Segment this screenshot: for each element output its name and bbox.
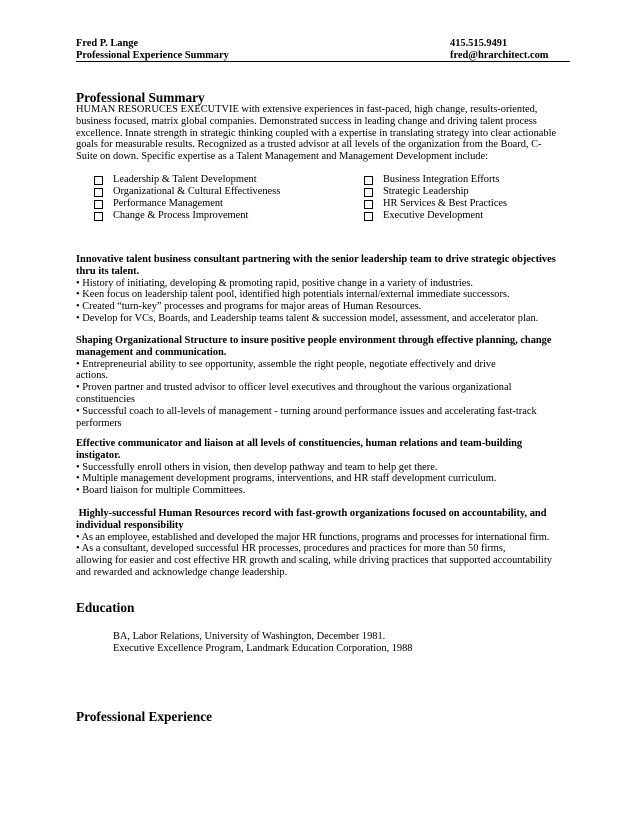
block-lead: instigator. bbox=[76, 449, 121, 461]
block-lead: thru its talent. bbox=[76, 265, 140, 277]
checkbox-icon bbox=[94, 212, 103, 221]
checklist-label: Performance Management bbox=[113, 198, 223, 209]
page-header bbox=[76, 38, 570, 62]
block-bullet: • History of initiating, developing & promoting rapid, positive change in a variety of industries. bbox=[76, 277, 473, 289]
header-subtitle: Professional Experience Summary bbox=[76, 50, 229, 61]
checklist-item bbox=[364, 210, 554, 222]
achievement-block-communication bbox=[76, 438, 572, 497]
block-bullet: • As a consultant, developed successful HR processes, procedures and practices for more than 50 firms, bbox=[76, 543, 506, 555]
checkbox-icon bbox=[94, 188, 103, 197]
header-name: Fred P. Lange bbox=[76, 38, 139, 49]
summary-line: HUMAN RESORUCES EXECUTVIE with extensive experiences in fast-paced, high change, results-oriented, bbox=[76, 104, 538, 115]
checklist-label: HR Services & Best Practices bbox=[383, 198, 508, 209]
block-bullet: • Board liaison for multiple Committees. bbox=[76, 485, 246, 497]
checklist-item bbox=[94, 186, 364, 198]
block-bullet: • Develop for VCs, Boards, and Leadership teams talent & succession model, assessment, and accelerator plan. bbox=[76, 312, 539, 324]
summary-line: excellence. Innate strength in strategic thinking coupled with a expertise in translating strategy into clear actionable bbox=[76, 127, 557, 139]
experience-heading: Professional Experience bbox=[76, 709, 213, 724]
block-lead: Shaping Organizational Structure to insure positive people environment through effective planning, change bbox=[76, 335, 552, 346]
checklist-item bbox=[94, 210, 364, 222]
block-bullet: • Created “turn-key” processes and programs for major areas of Human Resources. bbox=[76, 301, 422, 313]
checklist-label: Strategic Leadership bbox=[383, 186, 469, 197]
block-lead: Innovative talent business consultant partnering with the senior leadership team to drive strategic objectives bbox=[76, 254, 556, 265]
checkbox-icon bbox=[364, 188, 373, 197]
checklist-label: Executive Development bbox=[383, 210, 484, 221]
block-bullet: • Entrepreneurial ability to see opportunity, assemble the right people, negotiate effectively and drive bbox=[76, 358, 496, 370]
education-list bbox=[113, 631, 413, 655]
checklist-item bbox=[364, 198, 554, 210]
block-lead: individual responsibility bbox=[76, 519, 184, 531]
checklist-item bbox=[364, 174, 554, 186]
achievement-block-hr-record bbox=[76, 508, 572, 579]
checklist-item bbox=[364, 186, 554, 198]
checkbox-icon bbox=[364, 212, 373, 221]
checkbox-icon bbox=[94, 200, 103, 209]
block-bullet: • Keen focus on leadership talent pool, identified high potentials internal/external immediate successors. bbox=[76, 289, 510, 301]
block-bullet: and rewarded and acknowledge change leadership. bbox=[76, 566, 288, 578]
block-bullet: • Successful coach to all-levels of management - turning around performance issues and accelerating fast-track bbox=[76, 405, 537, 417]
block-bullet: • Proven partner and trusted advisor to officer level executives and throughout the various organizational bbox=[76, 382, 512, 394]
summary-paragraph bbox=[76, 104, 570, 163]
expertise-checklist bbox=[94, 174, 554, 222]
checklist-item bbox=[94, 198, 364, 210]
checkbox-icon bbox=[364, 200, 373, 209]
checkbox-icon bbox=[94, 176, 103, 185]
block-bullet: constituencies bbox=[76, 393, 135, 405]
block-lead: Highly-successful Human Resources record with fast-growth organizations focused on accountability, and bbox=[76, 508, 547, 519]
education-entry: Executive Excellence Program, Landmark Education Corporation, 1988 bbox=[113, 643, 413, 654]
summary-line: goals for measurable results. Recognized as a trusted advisor at all levels of the organization from the Board, C- bbox=[76, 139, 542, 151]
summary-line: business focused, matrix global companies. Demonstrated success in leading change and driving talent process bbox=[76, 115, 537, 127]
education-heading: Education bbox=[76, 600, 135, 615]
checklist-item bbox=[94, 174, 364, 186]
header-divider bbox=[76, 61, 570, 62]
block-bullet: • Multiple management development programs, interventions, and HR staff development curriculum. bbox=[76, 473, 497, 485]
block-lead: Effective communicator and liaison at all levels of constituencies, human relations and team-building bbox=[76, 438, 523, 449]
block-bullet: performers bbox=[76, 417, 122, 429]
block-bullet: • As an employee, established and developed the major HR functions, programs and processes for international firm. bbox=[76, 531, 550, 543]
checklist-label: Leadership & Talent Development bbox=[113, 174, 257, 185]
summary-line: Suite on down. Specific expertise as a Talent Management and Management Development include: bbox=[76, 151, 488, 163]
checklist-label: Organizational & Cultural Effectiveness bbox=[113, 186, 281, 197]
header-email: fred@hrarchitect.com bbox=[450, 50, 549, 61]
block-bullet: • Successfully enroll others in vision, then develop pathway and team to help get there. bbox=[76, 461, 438, 473]
block-bullet: actions. bbox=[76, 370, 109, 382]
checkbox-icon bbox=[364, 176, 373, 185]
header-phone: 415.515.9491 bbox=[450, 38, 508, 49]
summary-heading: Professional Summary bbox=[76, 90, 205, 105]
achievement-block-talent bbox=[76, 254, 572, 325]
block-bullet: allowing for easier and cost effective HR growth and scaling, while driving practices that supported accountability bbox=[76, 555, 552, 567]
achievement-block-structure bbox=[76, 335, 572, 429]
checklist-label: Business Integration Efforts bbox=[383, 174, 500, 185]
block-lead: management and communication. bbox=[76, 346, 227, 358]
checklist-label: Change & Process Improvement bbox=[113, 210, 249, 221]
education-entry: BA, Labor Relations, University of Washington, December 1981. bbox=[113, 631, 386, 642]
